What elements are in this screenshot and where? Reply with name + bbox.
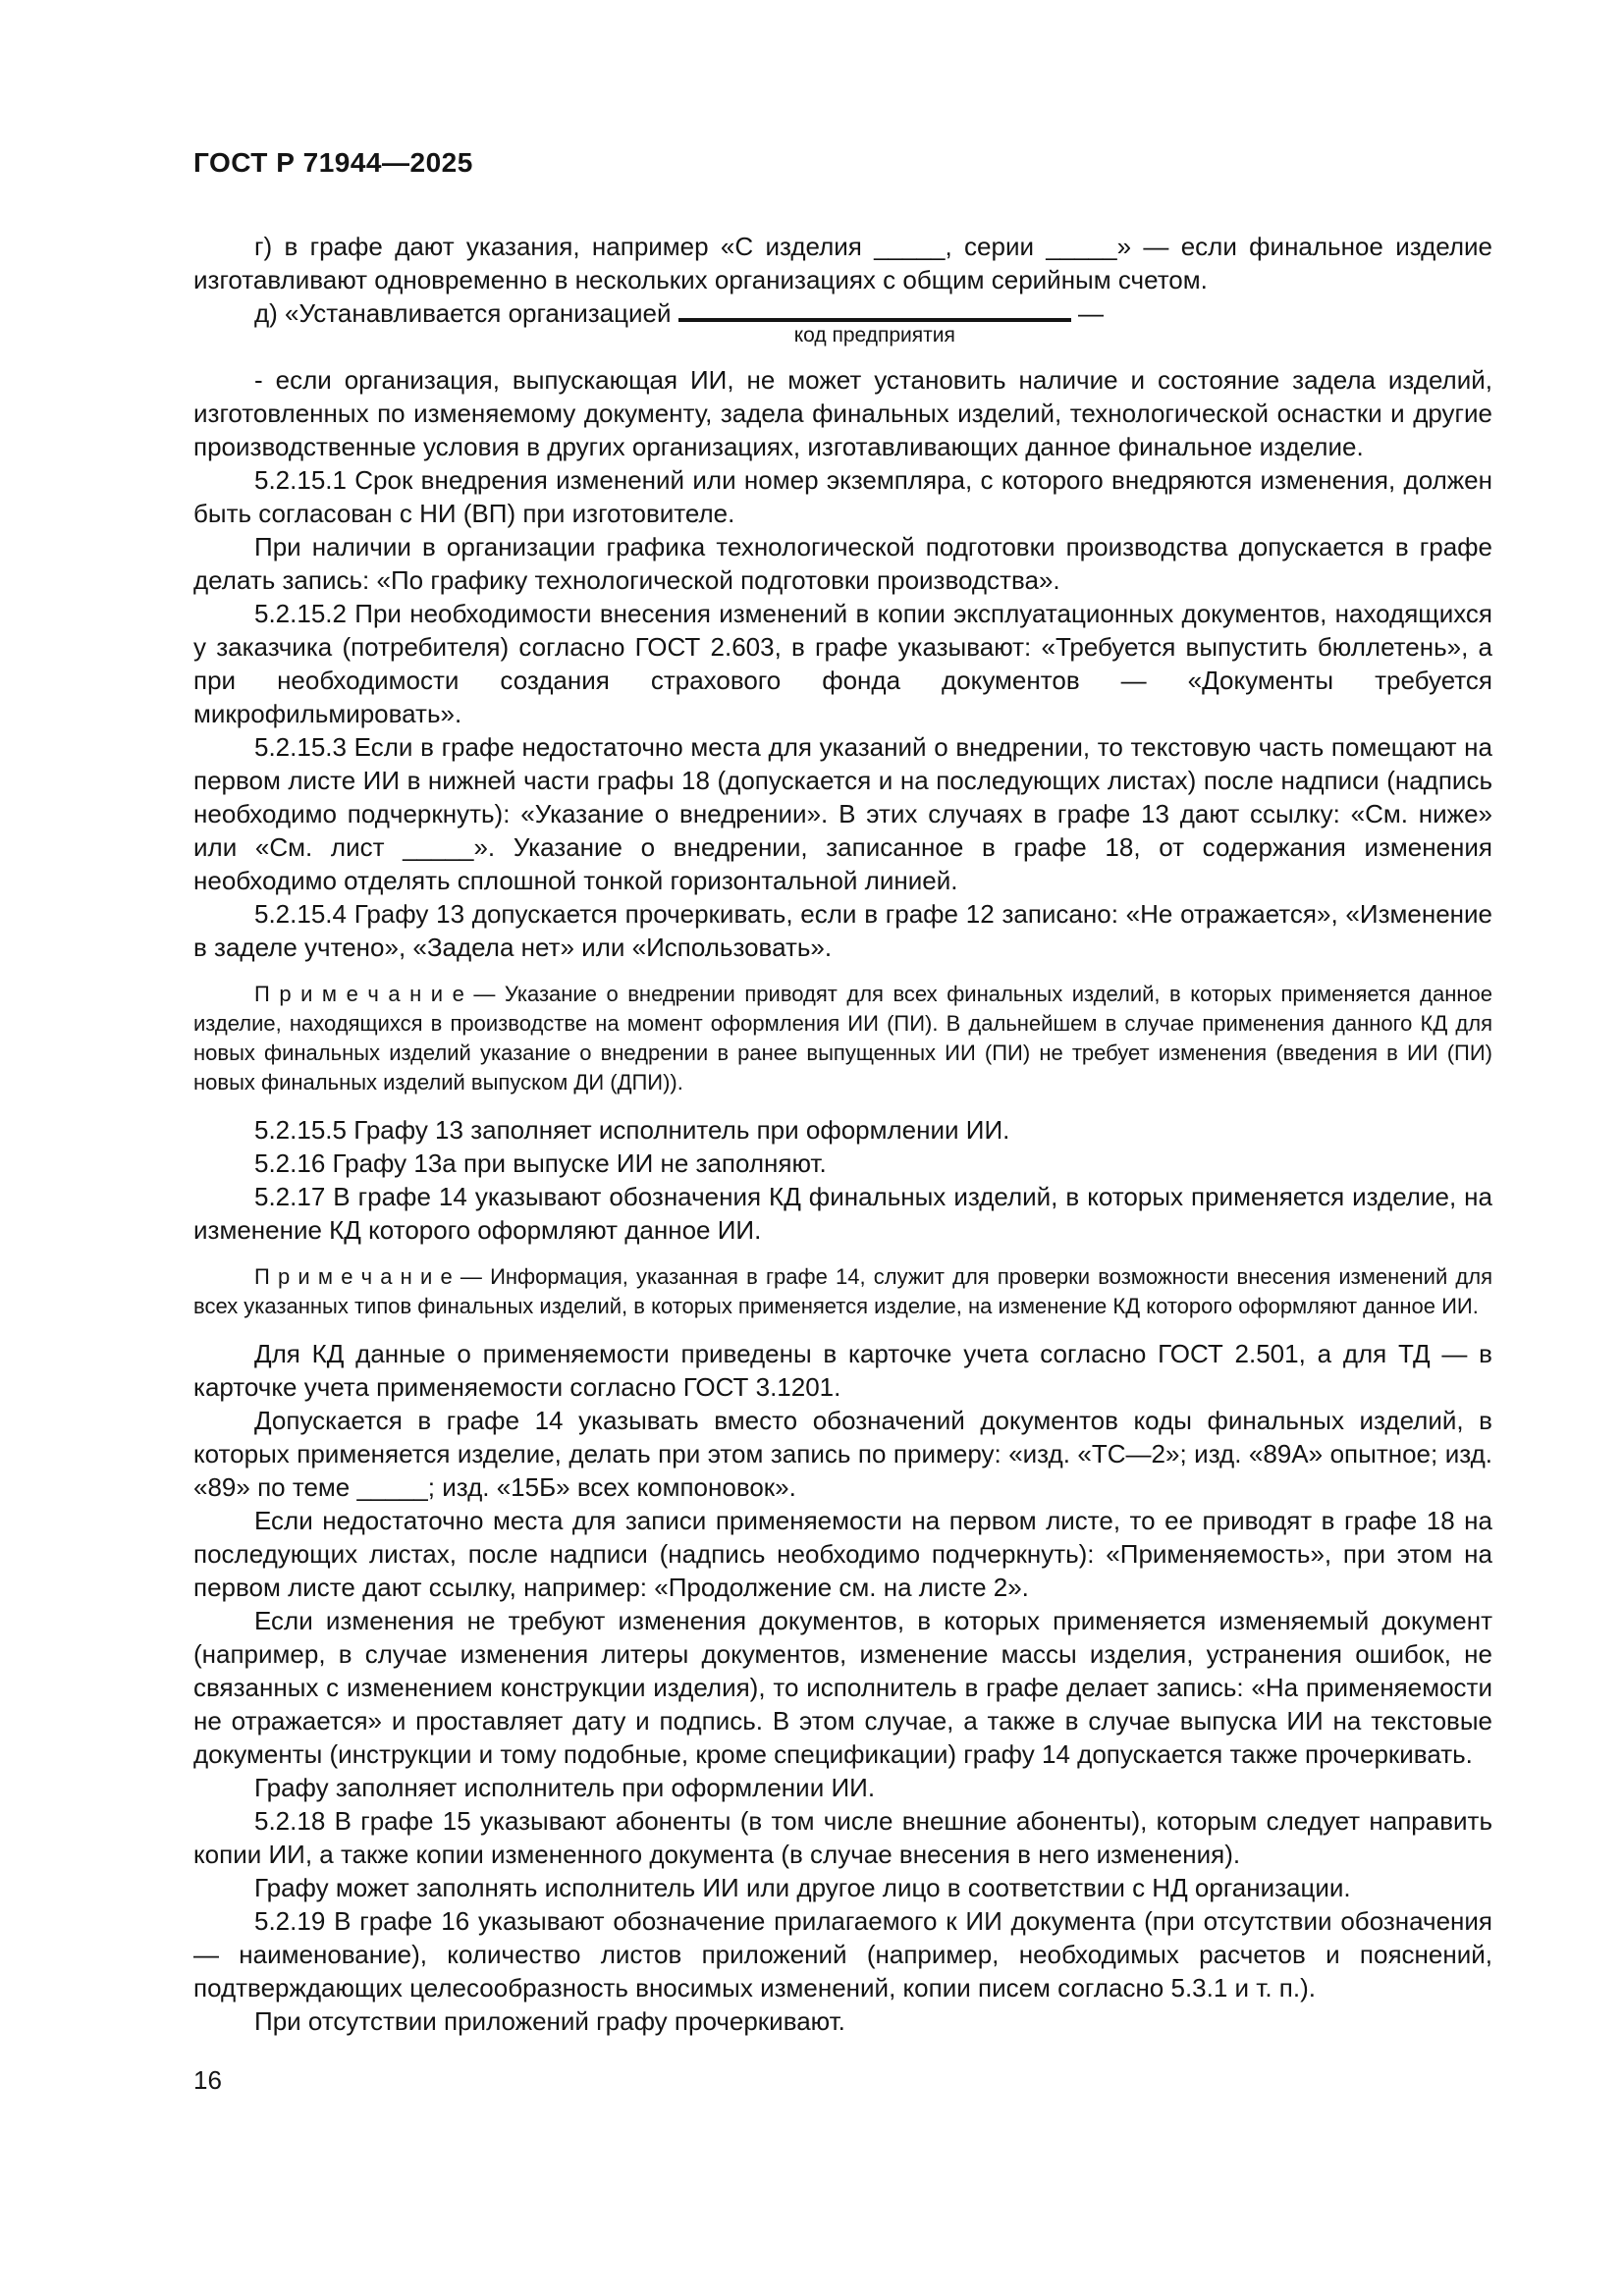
page-number: 16 [193, 2065, 222, 2095]
clause-5-2-19: 5.2.19 В графе 16 указывают обозначение прилагаемого к ИИ документа (при отсутствии обозначения — наименование), количество листов приложений (например, необходимых расчетов и пояснений, подтверждающих целесообразность вносимых изменений, копии писем согласно 5.3.1 и т. п.). [193, 1906, 1492, 2002]
para-filled-by-executor-or-other: Графу может заполнять исполнитель ИИ или другое лицо в соответствии с НД организации. [254, 1873, 1351, 1902]
para-not-enough-space: Если недостаточно места для записи применяемости на первом листе, то ее приводят в графе 18 на последующих листах, после надписи (надпись необходимо подчеркнуть): «Применяемость», при этом на первом листе дают ссылку, например: «Продолжение см. на листе 2». [193, 1506, 1492, 1602]
blank-caption: код предприятия [793, 324, 955, 347]
clause-5-2-17: 5.2.17 В графе 14 указывают обозначения КД финальных изделий, в которых применяется изделие, на изменение КД которого оформляют данное ИИ. [193, 1182, 1492, 1245]
note-implementation: П р и м е ч а н и е — Указание о внедрении приводят для всех финальных изделий, в которых применяется данное изделие, находящихся в производстве на момент оформления ИИ (ПИ). В дальнейшем в случае применения данного КД для новых финальных изделий указание о внедрении в ранее выпущенных ИИ (ПИ) не требует изменения (введения в ИИ (ПИ) новых финальных изделий выпуском ДИ (ДПИ)). [193, 982, 1492, 1095]
clause-5-2-15-1: 5.2.15.1 Срок внедрения изменений или номер экземпляра, с которого внедряются изменения, должен быть согласован с НИ (ВП) при изготовителе. [193, 465, 1492, 528]
para-no-document-changes: Если изменения не требуют изменения документов, в которых применяется изменяемый документ (например, в случае изменения литеры документов, изменение массы изделия, устранения ошибок, не связанных с изменением конструкции изделия), то исполнитель в графе делает запись: «На применяемости не отражается» и проставляет дату и подпись. В этом случае, а также в случае выпуска ИИ на текстовые документы (инструкции и тому подобные, кроме спецификации) графу 14 допускается также прочеркивать. [193, 1606, 1492, 1769]
dash-item-if-organization: - если организация, выпускающая ИИ, не может установить наличие и состояние задела изделий, изготовленных по изменяемому документу, задела финальных изделий, технологической оснастки и другие производственные условия в других организациях, изготавливающих данное финальное изделие. [193, 365, 1492, 461]
document-content [193, 230, 1492, 2038]
para-product-codes: Допускается в графе 14 указывать вместо обозначений документов коды финальных изделий, в которых применяется изделие, делать при этом запись по примеру: «изд. «ТС—2»; изд. «89А» опытное; изд. «89» по теме _____; изд. «15Б» всех компоновок». [193, 1406, 1492, 1502]
clause-5-2-15-3: 5.2.15.3 Если в графе недостаточно места для указаний о внедрении, то текстовую часть помещают на первом листе ИИ в нижней части графы 18 (допускается и на последующих листах) после надписи (надпись необходимо подчеркнуть): «Указание о внедрении». В этих случаях в графе 13 дают ссылку: «См. ниже» или «См. лист _____». Указание о внедрении, записанное в графе 18, от содержания изменения необходимо отделять сплошной тонкой горизонтальной линией. [193, 732, 1492, 895]
para-tech-schedule: При наличии в организации графика технологической подготовки производства допускается в графе делать запись: «По графику технологической подготовки производства». [193, 532, 1492, 595]
clause-5-2-15-2: 5.2.15.2 При необходимости внесения изменений в копии эксплуатационных документов, находящихся у заказчика (потребителя) согласно ГОСТ 2.603, в графе указывают: «Требуется выпустить бюллетень», а при необходимости создания страхового фонда документов — «Документы требуется микрофильмировать». [193, 599, 1492, 728]
clause-d-dash: — [1078, 298, 1105, 328]
clause-5-2-15-4: 5.2.15.4 Графу 13 допускается прочеркивать, если в графе 12 записано: «Не отражается», «Изменение в заделе учтено», «Задела нет» или «Использовать». [193, 899, 1492, 962]
doc-number-header: ГОСТ Р 71944—2025 [193, 147, 473, 178]
note-grafa-14: П р и м е ч а н и е — Информация, указанная в графе 14, служит для проверки возможности внесения изменений для всех указанных типов финальных изделий, в которых применяется изделие, на изменение КД которого оформляют данное ИИ. [193, 1264, 1492, 1318]
para-kd-usage-data: Для КД данные о применяемости приведены в карточке учета согласно ГОСТ 2.501, а для ТД — в карточке учета применяемости согласно ГОСТ 3.1201. [193, 1339, 1492, 1402]
clause-d-prefix: д) «Устанавливается организацией [254, 298, 672, 328]
clause-g: г) в графе дают указания, например «С изделия _____, серии _____» — если финальное изделие изготавливают одновременно в нескольких организациях с общим серийным счетом. [193, 232, 1492, 294]
clause-5-2-18: 5.2.18 В графе 15 указывают абоненты (в том числе внешние абоненты), которым следует направить копии ИИ, а также копии измененного документа (в случае внесения в него изменения). [193, 1806, 1492, 1869]
fill-in-blank-line [678, 300, 1071, 347]
clause-5-2-15-5: 5.2.15.5 Графу 13 заполняет исполнитель при оформлении ИИ. [254, 1115, 1010, 1145]
clause-5-2-16: 5.2.16 Графу 13а при выпуске ИИ не заполняют. [254, 1148, 827, 1178]
para-no-attachments: При отсутствии приложений графу прочеркивают. [254, 2006, 845, 2036]
para-filled-by-executor: Графу заполняет исполнитель при оформлении ИИ. [254, 1773, 876, 1802]
clause-d [193, 296, 1492, 347]
